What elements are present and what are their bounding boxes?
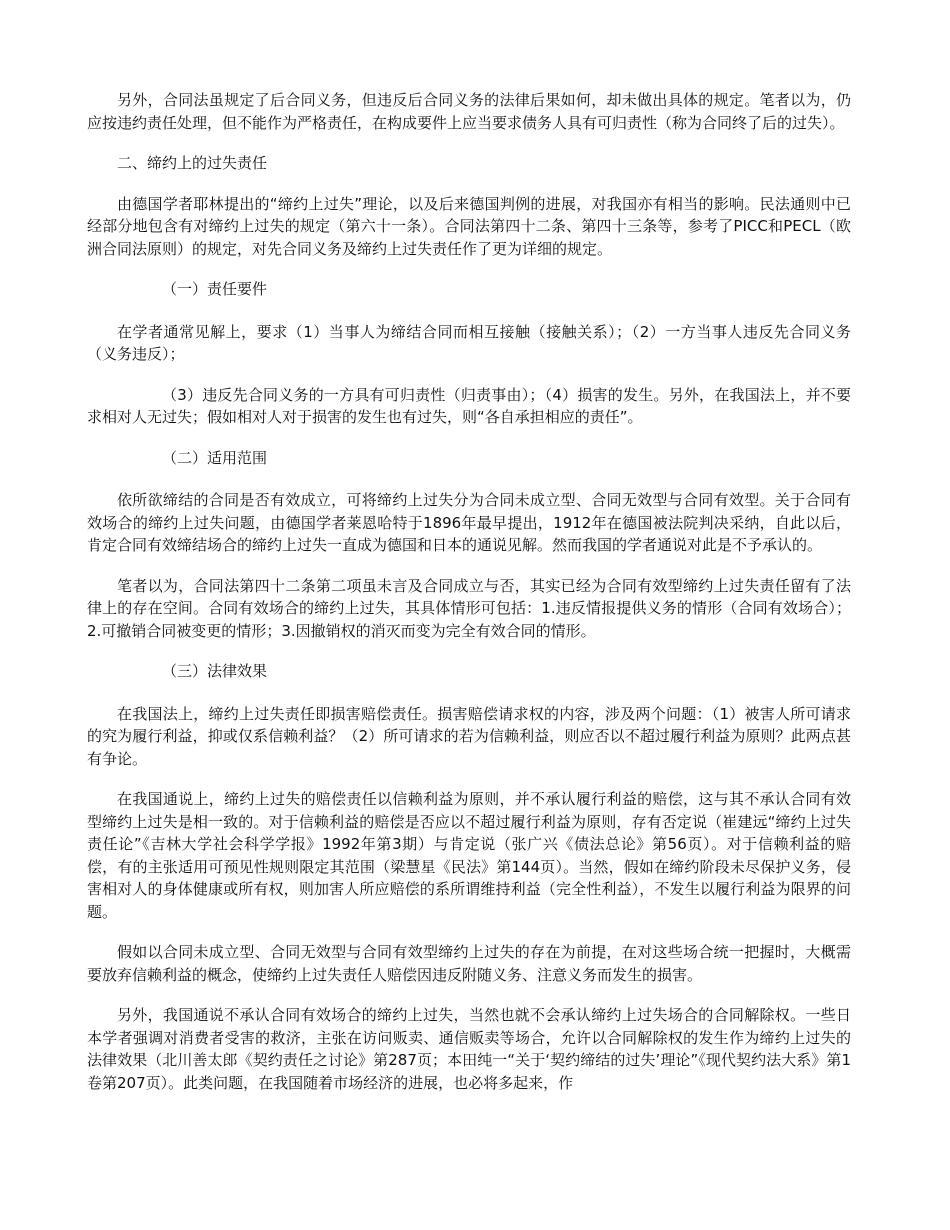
subheading-legal-effect: （三）法律效果 xyxy=(162,662,268,680)
paragraph-rescission-right: 另外，我国通说不承认合同有效场合的缔约上过失，当然也就不会承认缔约上过失场合的合同解除权。一些日本学者强调对消费者受害的救济，主张在访问贩卖、通信贩卖等场合，允许以合同解除权的发生作为缔约上过失的法律效果（北川善太郎《契约责任之讨论》第287页；本田纯一“关于‘契约缔结的过失’理论”《现代契约法大系》第1卷第207页）。此类问题，在我国随着市场经济的进展，也必将多起来，作 xyxy=(87,1006,851,1092)
paragraph-author-view: 笔者以为，合同法第四十二条第二项虽未言及合同成立与否，其实已经为合同有效型缔约上过失责任留有了法律上的存在空间。合同有效场合的缔约上过失，其具体情形可包括：1.违反情报提供义务的情形（合同有效场合）；2.可撤销合同被变更的情形；3.因撤销权的消灭而变为完全有效合同的情形。 xyxy=(87,576,851,640)
paragraph-jhering-theory: 由德国学者耶林提出的“缔约上过失”理论，以及后来德国判例的进展，对我国亦有相当的影响。民法通则中已经部分地包含有对缔约上过失的规定（第六十一条）。合同法第四十二条、第四十三条等，参考了PICC和PECL（欧洲合同法原则）的规定，对先合同义务及缔约上过失责任作了更为详细的规定。 xyxy=(87,194,851,258)
subheading-scope: （二）适用范围 xyxy=(162,448,268,467)
subheading-liability-elements: （一）责任要件 xyxy=(162,280,268,298)
paragraph-scope-types: 依所欲缔结的合同是否有效成立，可将缔约上过失分为合同未成立型、合同无效型与合同有效型。关于合同有效场合的缔约上过失问题，由德国学者莱恩哈特于1896年最早提出，1912年在德国被法院判决采纳，自此以后，肯定合同有效缔结场合的缔约上过失一直成为德国和日本的通说见解。然而我国的学者通说对此是不予承认的。 xyxy=(87,491,851,554)
paragraph-damages-claim: 在我国法上，缔约上过失责任即损害赔偿责任。损害赔偿请求权的内容，涉及两个问题：（1）被害人所可请求的究为履行利益，抑或仅系信赖利益？（2）所可请求的若为信赖利益，则应否以不超过履行利益为原则？此两点甚有争论。 xyxy=(87,704,851,768)
paragraph-elements-1-2: 在学者通常见解上，要求（1）当事人为缔结合同而相互接触（接触关系）；（2）一方当事人违反先合同义务（义务违反）； xyxy=(87,322,851,363)
section-heading-culpa-in-contrahendo: 二、缔约上的过失责任 xyxy=(117,154,268,172)
paragraph-unified-view: 假如以合同未成立型、合同无效型与合同有效型缔约上过失的存在为前提，在对这些场合统一把握时，大概需要放弃信赖利益的概念，使缔约上过失责任人赔偿因违反附随义务、注意义务而发生的损害。 xyxy=(87,943,851,984)
paragraph-post-contract-duty: 另外，合同法虽规定了后合同义务，但违反后合同义务的法律后果如何，却未做出具体的规定。笔者以为，仍应按违约责任处理，但不能作为严格责任，在构成要件上应当要求债务人具有可归责性（称为合同终了后的过失）。 xyxy=(87,91,851,132)
paragraph-reliance-interest: 在我国通说上，缔约上过失的赔偿责任以信赖利益为原则，并不承认履行利益的赔偿，这与其不承认合同有效型缔约上过失是相一致的。对于信赖利益的赔偿是否应以不超过履行利益为原则，存有否定说（崔建远“缔约上过失责任论”《吉林大学社会科学学报》1992年第3期）与肯定说（张广兴《债法总论》第56页）。对于信赖利益的赔偿，有的主张适用可预见性规则限定其范围（梁慧星《民法》第144页）。当然，假如在缔约阶段未尽保护义务，侵害相对人的身体健康或所有权，则加害人所应赔偿的系所谓维持利益（完全性利益），不发生以履行利益为限界的问题。 xyxy=(87,790,851,921)
paragraph-elements-3-4: （3）违反先合同义务的一方具有可归责性（归责事由）；（4）损害的发生。另外，在我国法上，并不要求相对人无过失；假如相对人对于损害的发生也有过失，则“各自承担相应的责任”。 xyxy=(87,385,851,426)
